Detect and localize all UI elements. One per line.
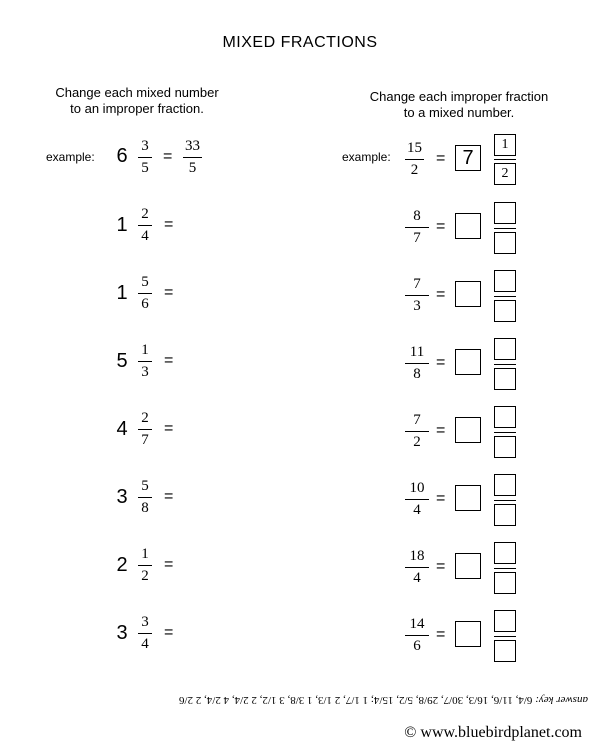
left-example-answer: [183, 138, 202, 177]
fraction: [405, 616, 429, 655]
denominator: 6: [141, 296, 149, 312]
whole-number: 3: [116, 622, 128, 644]
answer-denominator-box[interactable]: [494, 300, 516, 322]
fraction-bar: [138, 361, 152, 362]
answer-denominator-box[interactable]: [494, 368, 516, 390]
denominator: 3: [141, 364, 149, 380]
fraction-bar: [138, 565, 152, 566]
equals-sign: =: [164, 216, 174, 233]
fraction-bar: [138, 429, 152, 430]
answer-fraction-box: [494, 134, 516, 185]
fraction: [405, 480, 429, 519]
right-problem-5: [405, 478, 520, 542]
fraction-bar: [138, 633, 152, 634]
numerator: 18: [409, 548, 425, 564]
equals-sign: =: [164, 488, 174, 505]
answer-numerator-box[interactable]: [494, 542, 516, 564]
answer-whole-box[interactable]: [455, 485, 481, 511]
fraction-bar: [494, 568, 516, 569]
equals-sign: =: [436, 354, 446, 371]
fraction-bar: [138, 157, 152, 158]
fraction: [138, 274, 152, 313]
fraction-bar: [138, 497, 152, 498]
fraction-bar: [183, 157, 202, 158]
numerator: 3: [141, 614, 149, 630]
right-problem-2: [405, 274, 520, 338]
numerator: 2: [141, 410, 149, 426]
left-instructions: [7, 85, 267, 117]
answer-denominator-box[interactable]: [494, 504, 516, 526]
answer-numerator-box[interactable]: [494, 270, 516, 292]
equals-sign: =: [164, 556, 174, 573]
whole-number: 1: [116, 214, 128, 236]
right-instructions: [329, 89, 589, 121]
fraction-bar: [405, 363, 429, 364]
numerator: 11: [409, 344, 425, 360]
denominator: 4: [413, 570, 421, 586]
right-example-fraction: [405, 140, 424, 179]
fraction: [405, 208, 429, 247]
denominator: 5: [141, 160, 149, 176]
equals-sign: =: [164, 284, 174, 301]
fraction-bar: [494, 228, 516, 229]
answer-key-text: 6/4, 11/6, 16/3, 30/7, 29/8, 5/2, 15/4; 1 1/7, 2 1/3, 1 3/8, 3 1/2, 2 2/4, 4 2/4, 2 2/6: [178, 694, 536, 706]
denominator: 4: [413, 502, 421, 518]
right-instruction-line-1: Change each improper fraction: [369, 89, 549, 104]
fraction: [138, 410, 152, 449]
answer-whole-box[interactable]: [455, 553, 481, 579]
denominator: 2: [410, 162, 419, 178]
equals-sign: =: [164, 352, 174, 369]
numerator: 33: [185, 138, 200, 154]
left-problem-6: [112, 546, 192, 592]
denominator: 8: [141, 500, 149, 516]
numerator: 7: [413, 276, 421, 292]
left-example-whole: 6: [116, 145, 128, 167]
left-example-label: example:: [46, 150, 95, 164]
answer-denominator-box[interactable]: [494, 232, 516, 254]
answer-whole-box[interactable]: [455, 281, 481, 307]
page-title: MIXED FRACTIONS: [222, 34, 378, 51]
equals-sign: =: [436, 218, 446, 235]
answer-whole-box[interactable]: [455, 621, 481, 647]
equals-sign: =: [164, 420, 174, 437]
answer-whole-box[interactable]: [455, 417, 481, 443]
answer-numerator-box[interactable]: [494, 474, 516, 496]
numerator: 1: [141, 546, 149, 562]
right-problem-7: [405, 614, 520, 678]
denominator: 4: [141, 636, 149, 652]
answer-whole-box[interactable]: [455, 213, 481, 239]
numerator: 3: [141, 138, 149, 154]
whole-number: 2: [116, 554, 128, 576]
numerator: 5: [141, 274, 149, 290]
right-example-label: example:: [342, 150, 391, 164]
whole-number: 1: [116, 282, 128, 304]
equals-sign: =: [163, 148, 173, 165]
answer-numerator-box[interactable]: [494, 338, 516, 360]
whole-number: 3: [116, 486, 128, 508]
fraction: [138, 342, 152, 381]
denominator: 7: [141, 432, 149, 448]
fraction-bar: [138, 293, 152, 294]
right-instruction-line-2: to a mixed number.: [403, 105, 515, 120]
denominator: 4: [141, 228, 149, 244]
answer-numerator-box: 1: [494, 134, 516, 156]
equals-sign: =: [436, 286, 446, 303]
right-problem-3: [405, 342, 520, 406]
fraction-bar: [494, 636, 516, 637]
fraction-bar: [405, 499, 429, 500]
answer-numerator-box[interactable]: [494, 202, 516, 224]
answer-denominator-box[interactable]: [494, 572, 516, 594]
fraction-bar: [138, 225, 152, 226]
right-problem-4: [405, 410, 520, 474]
answer-denominator-box[interactable]: [494, 640, 516, 662]
numerator: 5: [141, 478, 149, 494]
fraction-bar: [405, 567, 429, 568]
fraction-bar: [494, 432, 516, 433]
whole-number: 5: [116, 350, 128, 372]
fraction-bar: [405, 227, 429, 228]
fraction-bar: [405, 635, 429, 636]
numerator: 7: [413, 412, 421, 428]
numerator: 8: [413, 208, 421, 224]
equals-sign: =: [436, 626, 446, 643]
right-problem-6: [405, 546, 520, 610]
fraction: [138, 546, 152, 585]
whole-number: 4: [116, 418, 128, 440]
fraction-bar: [405, 159, 424, 160]
answer-whole-box[interactable]: [455, 349, 481, 375]
fraction-bar: [405, 295, 429, 296]
numerator: 10: [409, 480, 425, 496]
fraction-bar: [405, 431, 429, 432]
equals-sign: =: [436, 490, 446, 507]
left-instruction-line-1: Change each mixed number: [55, 85, 219, 100]
left-instruction-line-2: to an improper fraction.: [70, 101, 204, 116]
left-problem-5: [112, 478, 192, 524]
equals-sign: =: [436, 422, 446, 439]
right-problem-1: [405, 206, 520, 270]
answer-key: [128, 694, 588, 706]
fraction: [138, 206, 152, 245]
fraction-bar: [494, 159, 516, 160]
answer-denominator-box: 2: [494, 163, 516, 185]
numerator: 14: [409, 616, 425, 632]
denominator: 6: [413, 638, 421, 654]
left-problem-1: [112, 206, 192, 252]
left-problem-4: [112, 410, 192, 456]
answer-denominator-box[interactable]: [494, 436, 516, 458]
numerator: 1: [141, 342, 149, 358]
fraction: [405, 276, 429, 315]
answer-whole-box: 7: [455, 145, 481, 171]
left-problem-2: [112, 274, 192, 320]
fraction: [405, 548, 429, 587]
fraction: [405, 344, 429, 383]
answer-numerator-box[interactable]: [494, 610, 516, 632]
equals-sign: =: [436, 150, 446, 167]
fraction: [138, 614, 152, 653]
denominator: 8: [413, 366, 421, 382]
answer-numerator-box[interactable]: [494, 406, 516, 428]
fraction: [405, 412, 429, 451]
equals-sign: =: [436, 558, 446, 575]
fraction-bar: [494, 364, 516, 365]
left-problem-3: [112, 342, 192, 388]
denominator: 5: [188, 160, 197, 176]
left-example-fraction: [138, 138, 152, 177]
fraction: [138, 478, 152, 517]
copyright-footer: © www.bluebirdplanet.com: [404, 724, 582, 741]
denominator: 2: [141, 568, 149, 584]
fraction-bar: [494, 500, 516, 501]
denominator: 3: [413, 298, 421, 314]
numerator: 2: [141, 206, 149, 222]
answer-key-label: answer key:: [535, 694, 588, 706]
numerator: 15: [407, 140, 422, 156]
equals-sign: =: [164, 624, 174, 641]
left-problem-7: [112, 614, 192, 660]
denominator: 2: [413, 434, 421, 450]
fraction-bar: [494, 296, 516, 297]
denominator: 7: [413, 230, 421, 246]
